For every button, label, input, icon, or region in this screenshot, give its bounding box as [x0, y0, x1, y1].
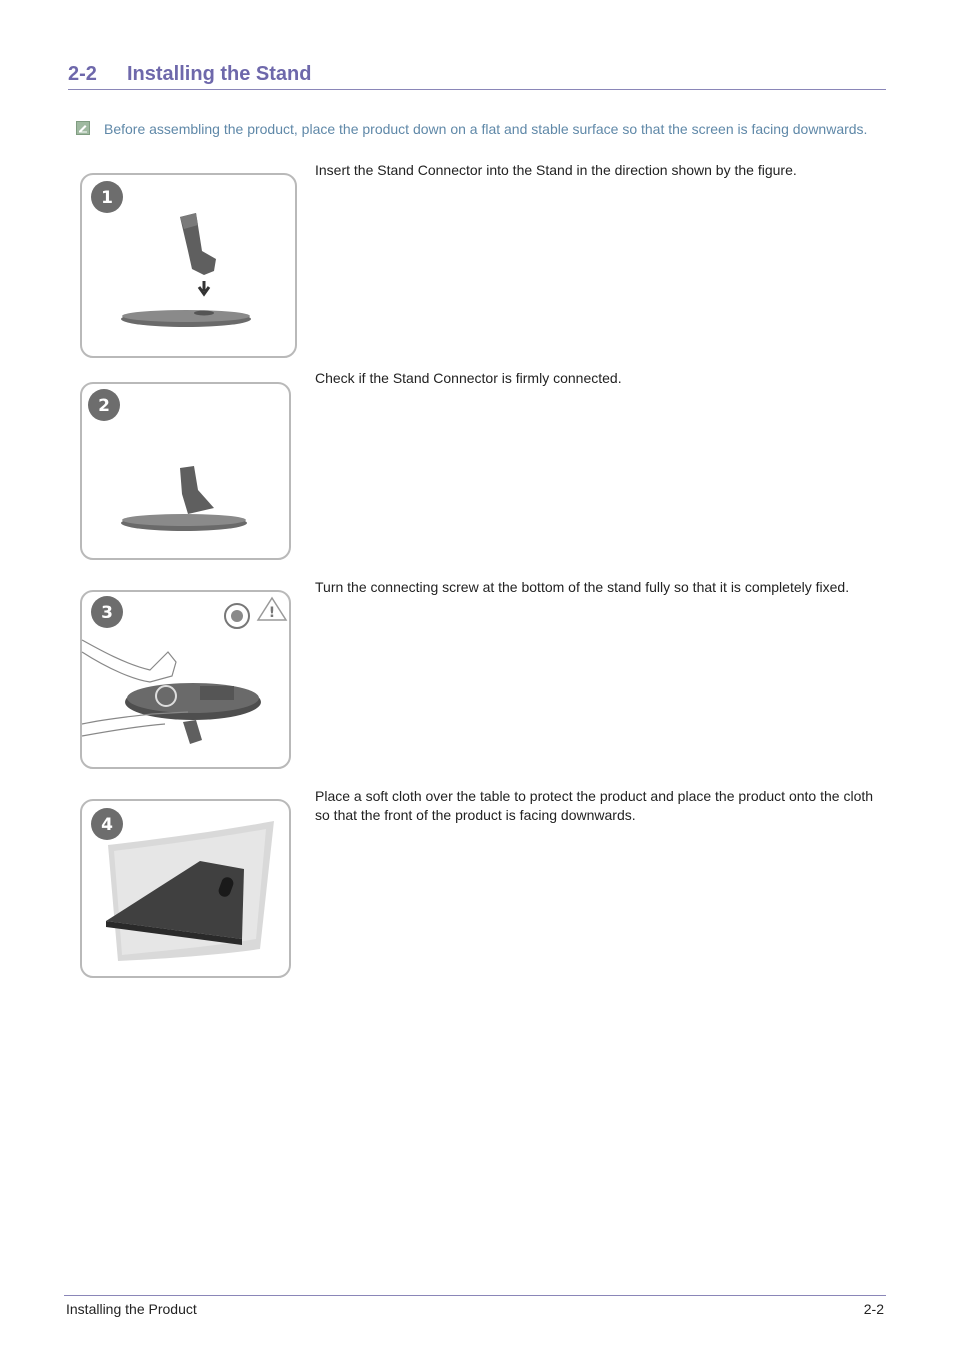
svg-text:!: !	[268, 605, 276, 621]
footer-rule	[64, 1295, 886, 1296]
step-2-text: Check if the Stand Connector is firmly connected.	[315, 370, 622, 386]
section-number: 2-2	[68, 63, 97, 85]
step-3-number: 3	[101, 603, 113, 623]
note-icon	[76, 121, 90, 135]
step-3-text: Turn the connecting screw at the bottom of the stand fully so that it is completely fixed.	[315, 579, 850, 595]
step-4-text: Place a soft cloth over the table to protect the product and place the product onto the cloth so that the front of the product is facing downwards.	[315, 788, 874, 823]
note	[76, 120, 906, 140]
step-4-illustration	[80, 799, 292, 979]
note-text: Before assembling the product, place the product down on a flat and stable surface so that the screen is facing downwards.	[104, 121, 868, 137]
step-4-number: 4	[101, 815, 113, 835]
step-1-illustration	[80, 173, 298, 359]
step-2-illustration	[80, 382, 292, 561]
step-1-number: 1	[101, 188, 113, 208]
step-1-text: Insert the Stand Connector into the Stand in the direction shown by the figure.	[315, 162, 797, 178]
section-heading	[68, 62, 886, 90]
section-title: Installing the Stand	[127, 63, 312, 85]
footer-page-number: 2-2	[863, 1301, 884, 1317]
step-3-illustration	[80, 590, 292, 770]
step-2-number: 2	[98, 396, 110, 416]
footer-chapter: Installing the Product	[66, 1301, 197, 1317]
